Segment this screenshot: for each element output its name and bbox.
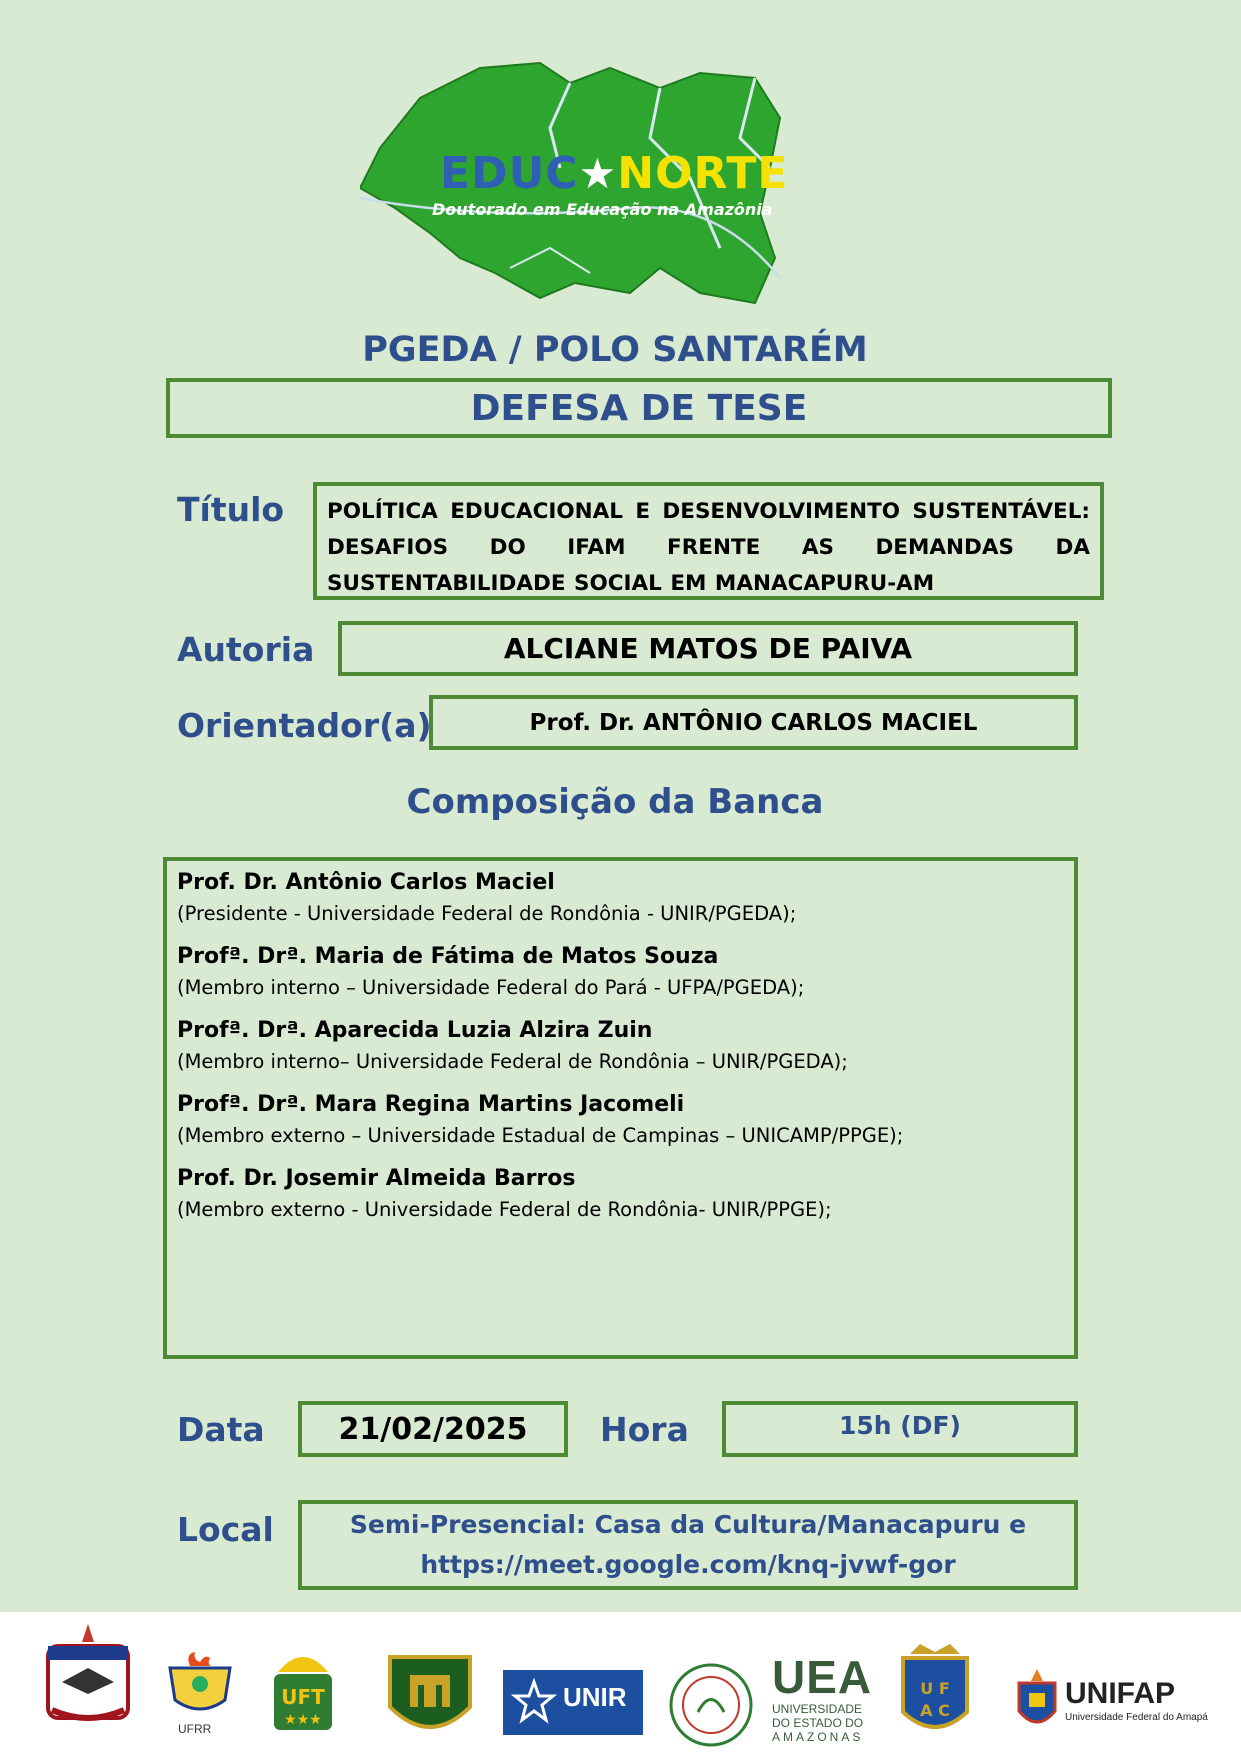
unir-logo bbox=[503, 1670, 643, 1735]
location-line-1: Semi-Presencial: Casa da Cultura/Manacapuru e bbox=[349, 1510, 1027, 1539]
unifap-subtitle: Universidade Federal do Amapá bbox=[1065, 1712, 1208, 1723]
ufrr-logo bbox=[165, 1652, 235, 1717]
logo-word-educ: EDUC bbox=[440, 148, 579, 199]
orientador-label: Orientador(a) bbox=[177, 706, 432, 745]
unifap-crest-logo bbox=[1015, 1667, 1059, 1733]
data-label: Data bbox=[177, 1410, 265, 1449]
educanorte-logo bbox=[360, 48, 870, 313]
uea-text: UEA bbox=[772, 1651, 873, 1703]
time-value: 15h (DF) bbox=[839, 1410, 961, 1440]
unir-seal-logo bbox=[380, 1647, 480, 1747]
local-label: Local bbox=[177, 1510, 274, 1549]
member-name: Profª. Drª. Mara Regina Martins Jacomeli bbox=[177, 1092, 685, 1117]
date-value: 21/02/2025 bbox=[338, 1411, 528, 1447]
banca-heading: Composição da Banca bbox=[406, 782, 824, 822]
thesis-title-box bbox=[313, 482, 1104, 600]
logo-subtitle: Doutorado em Educação na Amazônia bbox=[432, 200, 773, 219]
titulo-label: Título bbox=[177, 490, 285, 529]
member-name: Prof. Dr. Josemir Almeida Barros bbox=[177, 1166, 576, 1191]
banca-member bbox=[177, 1163, 1064, 1225]
svg-text:U F: U F bbox=[920, 1679, 950, 1698]
member-role: (Membro interno– Universidade Federal de Rondônia – UNIR/PGEDA); bbox=[177, 1050, 848, 1073]
event-title-box bbox=[166, 378, 1112, 438]
location-link[interactable]: https://meet.google.com/knq-jvwf-gor bbox=[420, 1550, 956, 1579]
date-box bbox=[298, 1401, 568, 1457]
hora-label: Hora bbox=[600, 1410, 689, 1449]
unifap-text: UNIFAP bbox=[1065, 1677, 1176, 1710]
banca-member bbox=[177, 1015, 1064, 1077]
logo-wordmark bbox=[440, 148, 820, 199]
time-box bbox=[722, 1401, 1078, 1457]
member-role: (Presidente - Universidade Federal de Rondônia - UNIR/PGEDA); bbox=[177, 902, 797, 925]
uea-line-3: AMAZONAS bbox=[772, 1730, 864, 1744]
member-name: Profª. Drª. Aparecida Luzia Alzira Zuin bbox=[177, 1018, 653, 1043]
unir-text: UNIR bbox=[563, 1682, 627, 1712]
ufrr-text: UFRR bbox=[178, 1722, 212, 1736]
author-box bbox=[338, 621, 1078, 676]
uepa-seal-logo bbox=[668, 1662, 754, 1748]
partner-logos-footer bbox=[0, 1612, 1241, 1755]
svg-text:★★★: ★★★ bbox=[284, 1712, 322, 1728]
ufpa-logo bbox=[42, 1622, 134, 1732]
svg-text:UFT: UFT bbox=[281, 1685, 325, 1709]
autoria-label: Autoria bbox=[177, 630, 315, 669]
uea-line-2: DO ESTADO DO bbox=[772, 1716, 864, 1730]
program-heading: PGEDA / POLO SANTARÉM bbox=[362, 330, 868, 370]
svg-text:A C: A C bbox=[920, 1701, 950, 1720]
member-name: Profª. Drª. Maria de Fátima de Matos Souza bbox=[177, 944, 719, 969]
banca-member bbox=[177, 867, 1064, 929]
uft-logo bbox=[268, 1642, 338, 1737]
member-role: (Membro externo – Universidade Estadual de Campinas – UNICAMP/PPGE); bbox=[177, 1124, 904, 1147]
author-name: ALCIANE MATOS DE PAIVA bbox=[503, 632, 913, 665]
ufac-logo bbox=[895, 1642, 975, 1747]
uea-line-1: UNIVERSIDADE bbox=[772, 1702, 863, 1716]
event-title: DEFESA DE TESE bbox=[470, 387, 808, 429]
advisor-box bbox=[429, 695, 1078, 750]
banca-member bbox=[177, 1089, 1064, 1151]
advisor-name: Prof. Dr. ANTÔNIO CARLOS MACIEL bbox=[529, 709, 978, 736]
member-role: (Membro externo - Universidade Federal de Rondônia- UNIR/PPGE); bbox=[177, 1198, 832, 1221]
banca-box bbox=[163, 857, 1078, 1359]
location-box bbox=[298, 1500, 1078, 1590]
banca-member bbox=[177, 941, 1064, 1003]
logo-word-norte: NORTE bbox=[617, 148, 789, 199]
thesis-title: POLÍTICA EDUCACIONAL E DESENVOLVIMENTO SUSTENTÁVEL: DESAFIOS DO IFAM FRENTE AS DEMANDAS DA SUSTENTABILIDADE SOCIAL EM MANACAPURU-AM bbox=[327, 499, 1090, 596]
member-role: (Membro interno – Universidade Federal do Pará - UFPA/PGEDA); bbox=[177, 976, 805, 999]
star-icon: ★ bbox=[578, 149, 618, 198]
member-name: Prof. Dr. Antônio Carlos Maciel bbox=[177, 870, 555, 895]
